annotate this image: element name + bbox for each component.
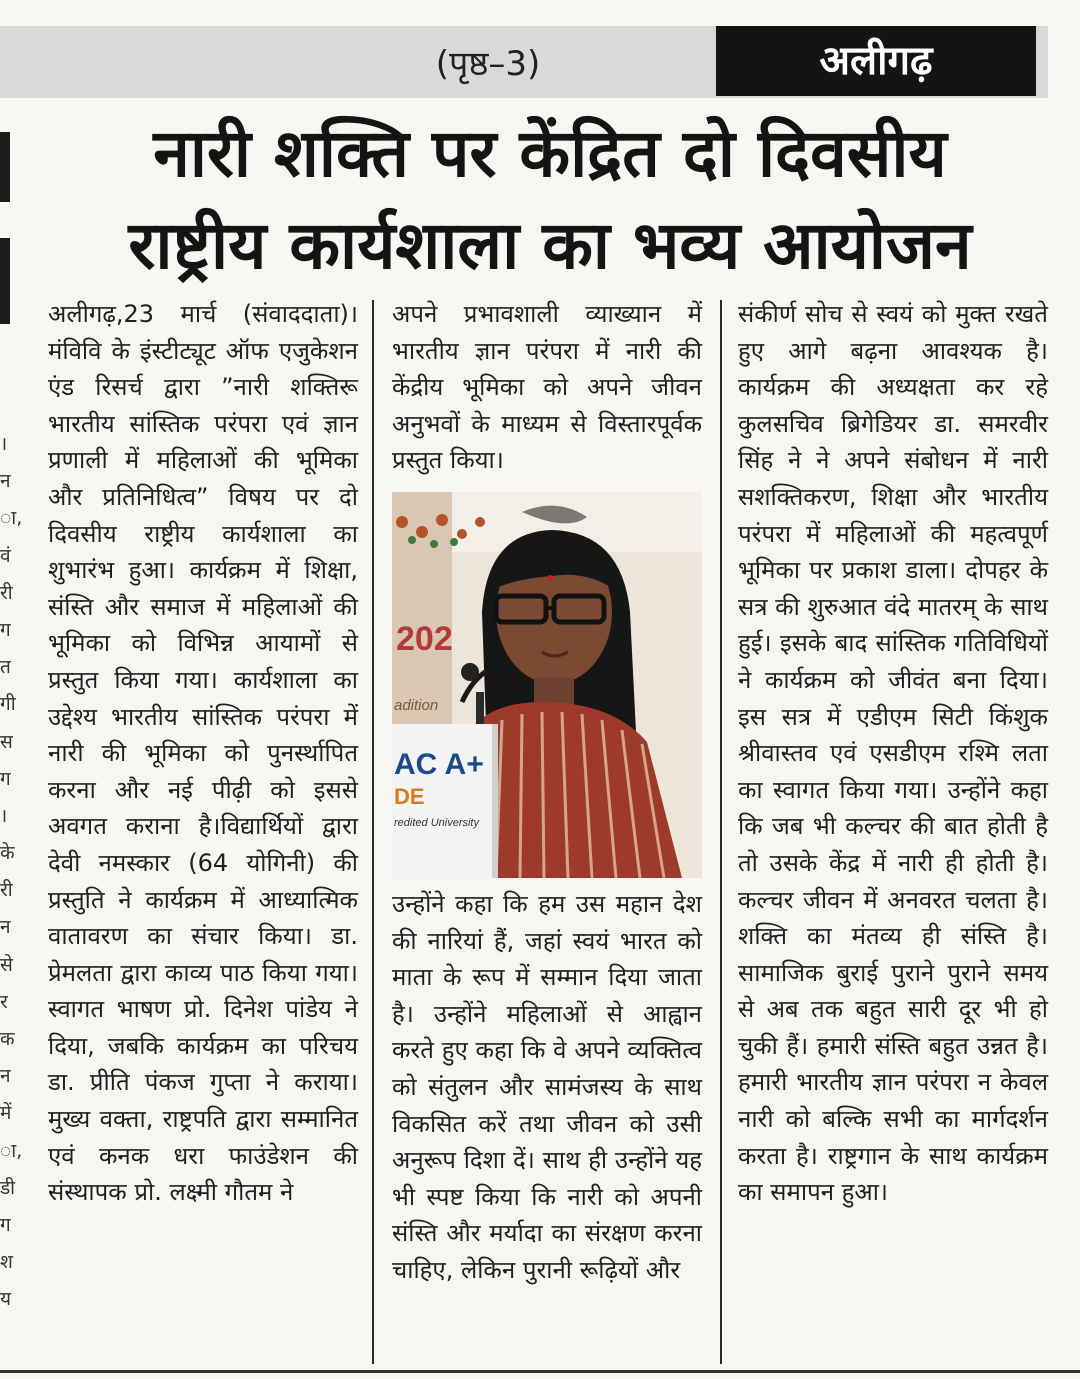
- neighbor-fragment-char: से: [0, 953, 13, 976]
- backdrop-text: 202: [396, 620, 453, 658]
- article-column-2-top: [392, 296, 702, 479]
- column-divider: [372, 300, 374, 1364]
- neighbor-column-fragment: [0, 426, 26, 1326]
- neighbor-fragment-char: री: [0, 879, 13, 902]
- cutoff-neighbor-headline: [0, 110, 12, 320]
- speaker-photo-illustration: [392, 492, 702, 878]
- page-number: (पृष्ठ–3): [435, 44, 541, 84]
- neighbor-fragment-char: य: [0, 1288, 12, 1311]
- neighbor-fragment-char: ।: [0, 433, 8, 455]
- article-text: उन्होंने कहा कि हम उस महान देश की नारियां हैं, जहां स्वयं भारत को माता के रूप में सम्मान दिया जाता है। उन्होंने महिलाओं से आह्वान करते हुए कहा कि वे अपने व्यक्तित्व को संतुलन और सामंजस्य के साथ विकसित करें तथा जीवन को उसी अनुरूप दिशा दें। साथ ही उन्होंने यह भी स्पष्ट किया कि नारी को अपनी संस्ति और मर्यादा का संरक्षण करना चाहिए, लेकिन पुरानी रूढ़ियों और: [392, 890, 702, 1284]
- backdrop-text: adition: [394, 697, 439, 714]
- bottom-rule: [0, 1370, 1080, 1373]
- neighbor-fragment-char: के: [0, 842, 15, 865]
- headline-line-2: राष्ट्रीय कार्यशाला का भव्य आयोजन: [128, 207, 972, 284]
- neighbor-fragment-char: ा,: [0, 1139, 23, 1162]
- neighbor-fragment-char: न: [0, 1065, 11, 1088]
- column-divider: [720, 300, 722, 1364]
- article-text: अलीगढ़,23 मार्च (संवाददाता)। मंविवि के इंस्टीट्यूट ऑफ एजुकेशन एंड रिसर्च द्वारा ”नारी शक्तिरू भारतीय सांस्तिक परंपरा एवं ज्ञान प्रणाली में महिलाओं की भूमिका और प्रतिनिधित्व” विषय पर दो दिवसीय राष्ट्रीय कार्यशाला का शुभारंभ हुआ। कार्यक्रम में शिक्षा, संस्ति और समाज में महिलाओं की भूमिका को विभिन्न आयामों से प्रस्तुत किया गया। कार्यशाला का उद्देश्य भारतीय सांस्तिक परंपरा में नारी की भूमिका को पुनर्स्थापित करना और नई पीढ़ी को इससे अवगत कराना है।विद्यार्थियों द्वारा देवी नमस्कार (64 योगिनी) की प्रस्तुति ने कार्यक्रम में आध्यात्मिक वातावरण का संचार किया। डा. प्रेमलता द्वारा काव्य पाठ किया गया। स्वागत भाषण प्रो. दिनेश पांडेय ने दिया, जबकि कार्यक्रम का परिचय डा. प्रीति पंकज गुप्ता ने कराया। मुख्य वक्ता, राष्ट्रपति द्वारा सम्मानित एवं कनक धरा फाउंडेशन की संस्थापक प्रो. लक्ष्मी गौतम ने: [48, 300, 358, 1207]
- headline-line-1: नारी शक्ति पर केंद्रित दो दिवसीय: [153, 115, 947, 192]
- neighbor-fragment-char: न: [0, 916, 11, 939]
- neighbor-fragment-char: ।: [0, 804, 8, 827]
- city-label: अलीगढ़: [716, 26, 1036, 96]
- neighbor-fragment-char: ग: [0, 767, 11, 790]
- neighbor-fragment-char: गी: [0, 693, 16, 716]
- podium-logo-sub: DE: [394, 784, 425, 809]
- neighbor-fragment-char: ग: [0, 618, 11, 641]
- neighbor-fragment-char: स: [0, 730, 13, 753]
- article-column-2-bottom: [392, 886, 702, 1289]
- neighbor-fragment-char: री: [0, 581, 13, 604]
- neighbor-fragment-char: र: [0, 990, 8, 1013]
- neighbor-fragment-char: में: [0, 1102, 12, 1125]
- neighbor-fragment-char: त: [0, 656, 11, 679]
- podium-logo: AC A+: [394, 748, 484, 781]
- neighbor-fragment-char: वं: [0, 544, 11, 567]
- neighbor-fragment-char: ग: [0, 1213, 11, 1236]
- neighbor-fragment-char: न: [0, 470, 11, 493]
- article-column-3: [738, 296, 1048, 1211]
- speaker-photo: [392, 492, 702, 878]
- neighbor-fragment-char: क: [0, 1028, 15, 1050]
- neighbor-fragment-char: ा,: [0, 507, 23, 530]
- neighbor-fragment-char: श: [0, 1251, 13, 1274]
- article-text: संकीर्ण सोच से स्वयं को मुक्त रखते हुए आगे बढ़ना आवश्यक है। कार्यक्रम की अध्यक्षता कर रहे कुलसचिव ब्रिगेडियर डा. समरवीर सिंह ने ने अपने संबोधन में नारी सशक्तिकरण, शिक्षा और भारतीय परंपरा में महिलाओं की महत्वपूर्ण भूमिका पर प्रकाश डाला। दोपहर के सत्र की शुरुआत वंदे मातरम् के साथ हुई। इसके बाद सांस्तिक गतिविधियों ने कार्यक्रम को जीवंत बना दिया। इस सत्र में एडीएम सिटी किंशुक श्रीवास्तव एवं एसडीएम रश्मि लता का स्वागत किया गया। उन्होंने कहा कि जब भी कल्चर की बात होती है तो उसके केंद्र में नारी ही होती है। कल्चर जीवन में अनवरत चलता है। शक्ति का मंतव्य ही संस्ति है। सामाजिक बुराई पुराने पुराने समय से अब तक बहुत सारी दूर भी हो चुकी हैं। हमारी संस्ति बहुत उन्नत है। हमारी भारतीय ज्ञान परंपरा न केवल नारी को बल्कि सभी का मार्गदर्शन करता है। राष्ट्रगान के साथ कार्यक्रम का समापन हुआ।: [738, 300, 1048, 1207]
- article-column-1: [48, 296, 358, 1211]
- neighbor-fragment-char: डी: [0, 1176, 16, 1199]
- podium-caption: redited University: [394, 817, 479, 829]
- article-text: अपने प्रभावशाली व्याख्यान में भारतीय ज्ञान परंपरा में नारी की केंद्रीय भूमिका को अपने जीवन अनुभवों के माध्यम से विस्तारपूर्वक प्रस्तुत किया।: [392, 300, 702, 475]
